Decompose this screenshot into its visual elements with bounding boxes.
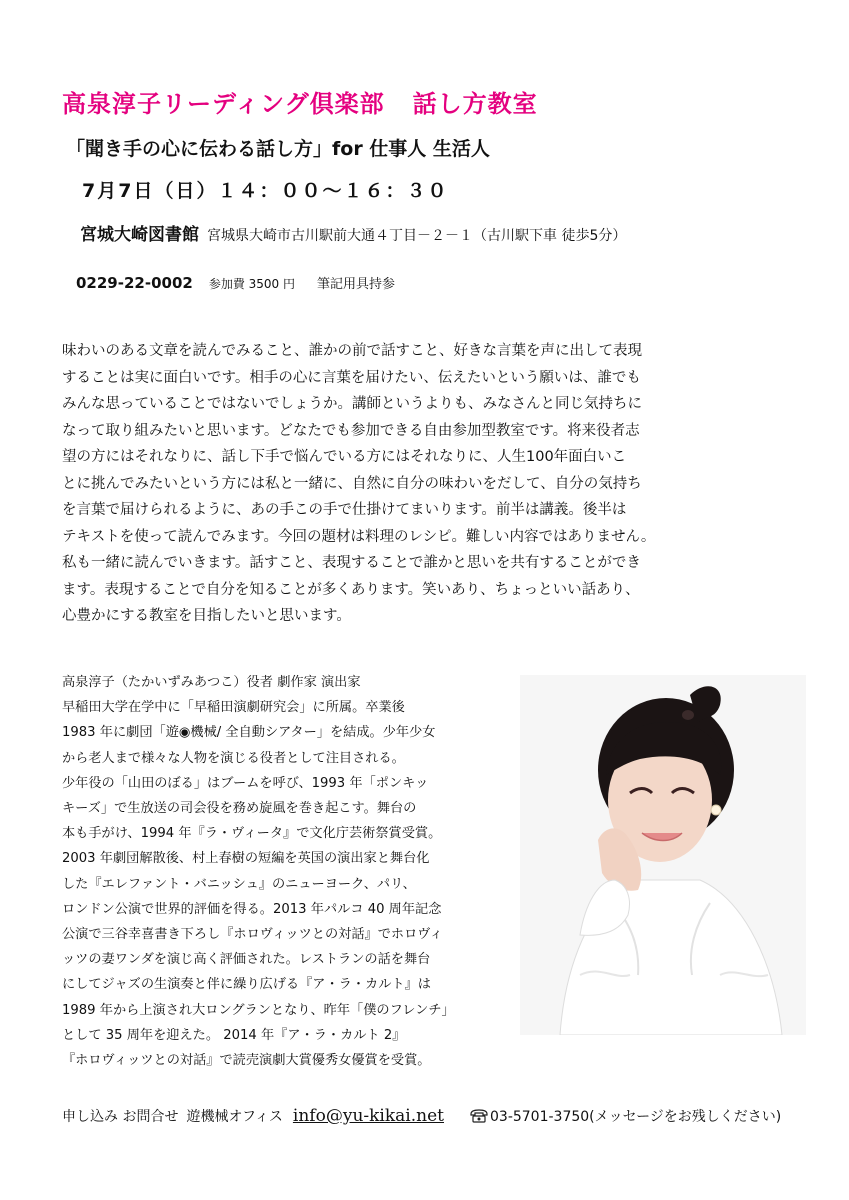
intro-line: 心豊かにする教室を目指したいと思います。	[62, 608, 351, 624]
page-subtitle: 「聞き手の心に伝わる話し方」for 仕事人 生活人	[66, 138, 490, 160]
bio-line: ロンドン公演で世界的評価を得る。2013 年パルコ 40 周年記念	[62, 901, 442, 917]
intro-line: ます。表現することで自分を知ることが多くあります。笑いあり、ちょっといい話あり、	[62, 581, 640, 598]
intro-line: とに挑んでみたいという方には私と一緒に、自然に自分の味わいをだして、自分の気持ち	[62, 475, 642, 492]
intro-line: 味わいのある文章を読んでみること、誰かの前で話すこと、好きな言葉を声に出して表現	[62, 343, 642, 359]
bio-line: した『エレファント・バニッシュ』のニューヨーク、パリ、	[62, 876, 416, 892]
title-club: 高泉淳子リーディング倶楽部	[62, 90, 385, 118]
contact-phone: 03-5701-3750(メッセージをお残しください)	[490, 1109, 782, 1125]
bio-line: キーズ」で生放送の司会役を務め旋風を巻き起こす。舞台の	[62, 801, 417, 817]
venue-name: 宮城大崎図書館	[80, 225, 199, 245]
participation-fee: 参加費 3500 円	[208, 277, 295, 291]
intro-line: なって取り組みたいと思います。どなたでも参加できる自由参加型教室です。将来役者志	[62, 422, 640, 439]
bio-line: として 35 周年を迎えた。 2014 年『ア・ラ・カルト 2』	[62, 1027, 406, 1043]
bio-line: 1989 年から上演され大ロングランとなり、昨年「僕のフレンチ」	[62, 1002, 455, 1018]
bio-line: 1983 年に劇団「遊◉機械/ 全自動シアター」を結成。少年少女	[62, 725, 436, 741]
bio-line: から老人まで様々な人物を演じる役者として注目される。	[62, 750, 405, 766]
intro-line: 望の方にはそれなりに、話し下手で悩んでいる方にはそれなりに、人生100年面白いこ	[62, 449, 627, 465]
venue-phone: 0229-22-0002	[76, 274, 193, 292]
intro-line: みんな思っていることではないでしょうか。講師というよりも、みなさんと同じ気持ちに	[62, 396, 642, 412]
bring-items: 筆記用具持参	[317, 277, 396, 292]
title-class: 話し方教室	[412, 90, 538, 118]
contact-email-link[interactable]: info@yu-kikai.net	[292, 1106, 444, 1126]
instructor-bio	[62, 670, 455, 1073]
event-info	[76, 273, 395, 292]
event-datetime: 7月7日（日）１４：００～１６：３０	[82, 180, 449, 202]
bio-line: 少年役の「山田のぼる」はブームを呼び、1993 年「ポンキッ	[62, 775, 429, 791]
bio-line: 早稲田大学在学中に「早稲田演劇研究会」に所属。卒業後	[62, 700, 405, 716]
page-title	[62, 84, 538, 119]
bio-line: 2003 年劇団解散後、村上春樹の短編を英国の演出家と舞台化	[62, 851, 430, 867]
intro-paragraph	[62, 338, 662, 630]
venue-address: 宮城県大崎市古川駅前大通４丁目－２－１（古川駅下車 徒歩5分）	[207, 228, 627, 244]
intro-line: テキストを使って読んでみます。今回の題材は料理のレシピ。難しい内容ではありません。	[62, 528, 656, 545]
intro-line: することは実に面白いです。相手の心に言葉を届けたい、伝えたいという願いは、誰でも	[62, 369, 641, 386]
contact-footer	[62, 1106, 781, 1127]
apply-label: 申し込み お問合せ	[62, 1109, 179, 1125]
bio-line: 『ホロヴィッツとの対話』で読売演劇大賞優秀女優賞を受賞。	[62, 1053, 431, 1069]
telephone-icon	[470, 1109, 488, 1127]
intro-line: を言葉で届けられるように、あの手この手で仕掛けてまいります。前半は講義。後半は	[62, 502, 627, 518]
intro-line: 私も一緒に読んでいきます。話すこと、表現することで誰かと思いを共有することができ	[62, 555, 641, 571]
bio-line: 公演で三谷幸喜書き下ろし『ホロヴィッツとの対話』でホロヴィ	[62, 927, 443, 943]
bio-line: 高泉淳子（たかいずみあつこ）役者 劇作家 演出家	[62, 675, 361, 690]
bio-line: ッツの妻ワンダを演じ高く評価された。レストランの話を舞台	[62, 952, 431, 968]
bio-line: 本も手がけ、1994 年『ラ・ヴィータ』で文化庁芸術祭賞受賞。	[62, 826, 442, 842]
bio-line: にしてジャズの生演奏と伴に繰り広げる『ア・ラ・カルト』は	[62, 977, 431, 993]
venue	[80, 220, 626, 245]
instructor-photo	[520, 675, 806, 1035]
organizer-name: 遊機械オフィス	[186, 1109, 283, 1125]
